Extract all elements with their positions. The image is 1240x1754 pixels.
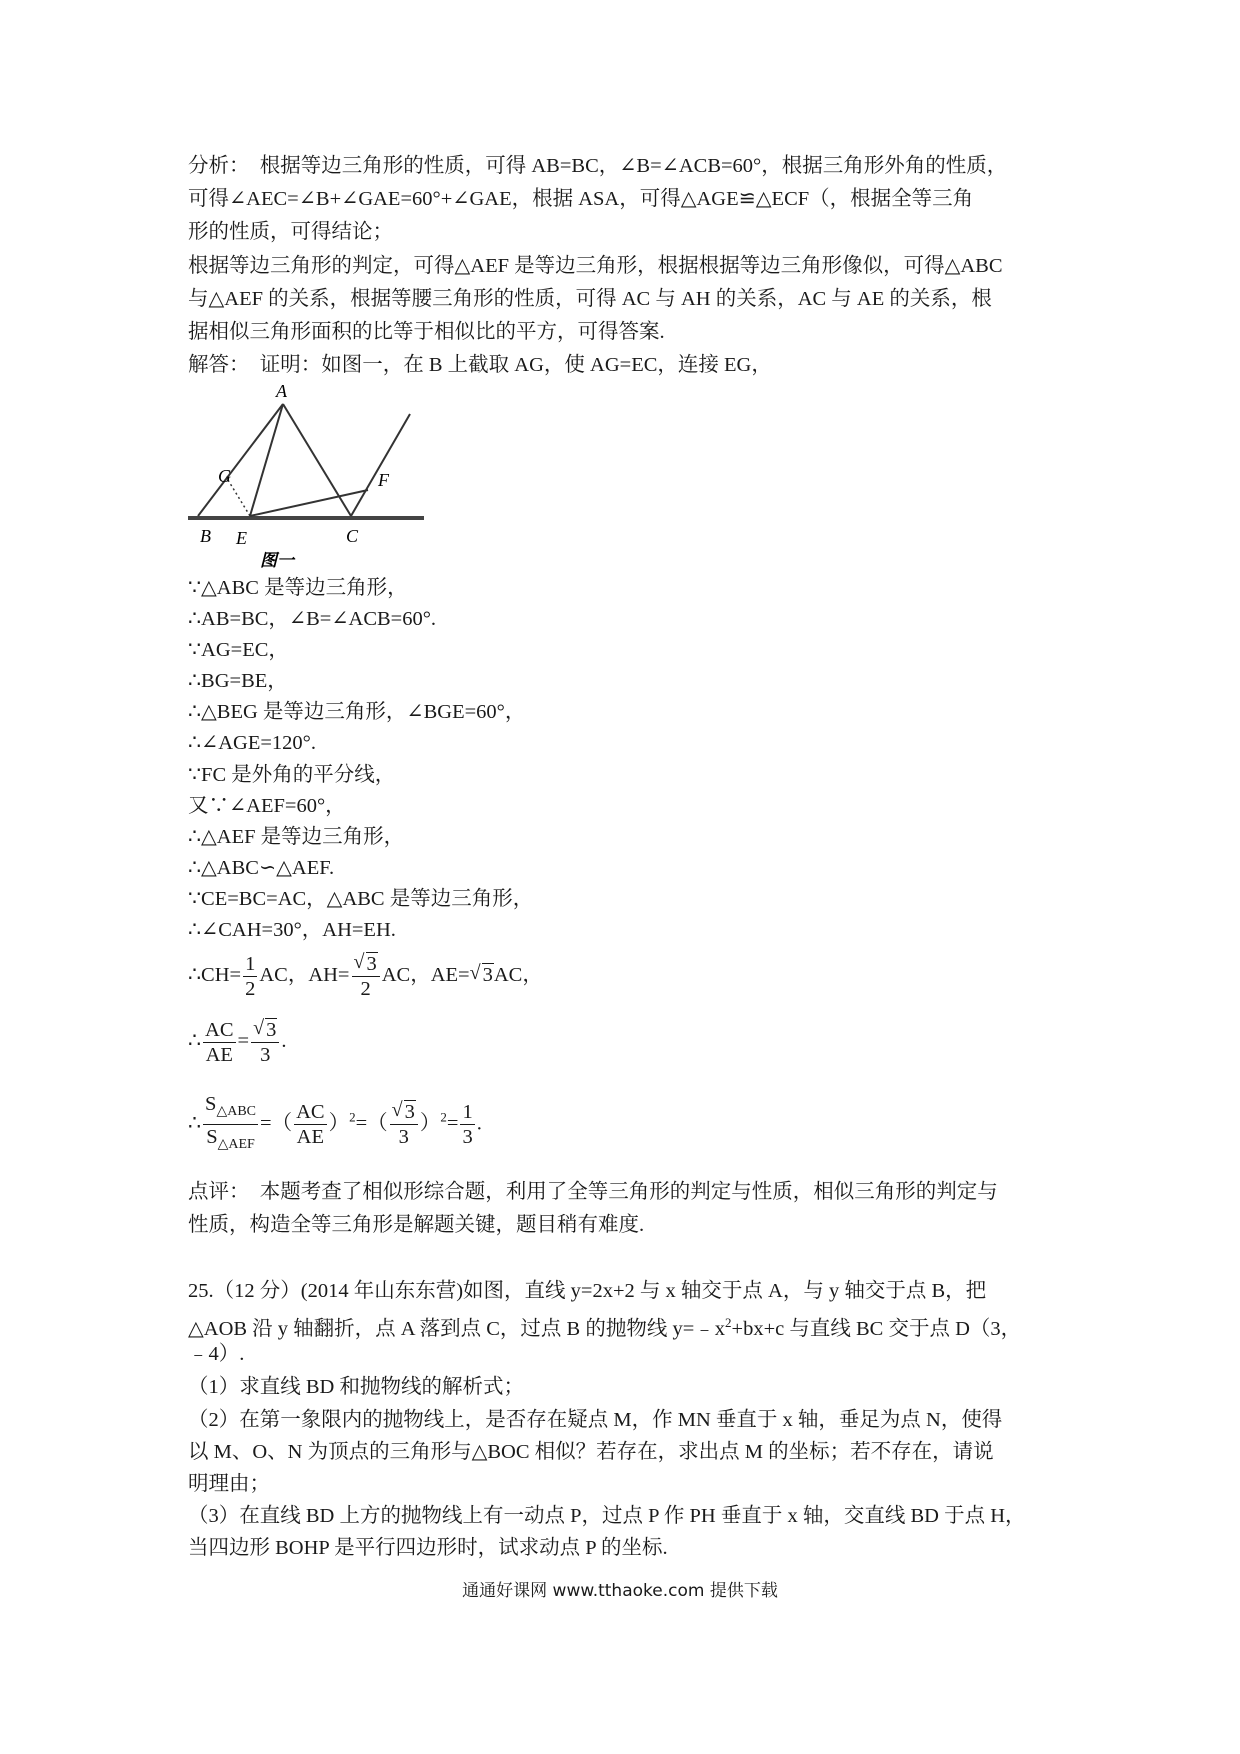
comment-line-2: 性质，构造全等三角形是解题关键，题目稍有难度.	[188, 1214, 645, 1236]
proof-line-5: ∴△BEG 是等边三角形，∠BGE=60°，	[188, 701, 526, 723]
eq3-eq: =（	[260, 1112, 293, 1135]
eq2-prefix: ∴	[188, 1030, 202, 1053]
sqrt-3: √ 3	[470, 964, 494, 987]
fraction-ac-ae: $\frac{AC}{AE}$	[205, 1019, 234, 1066]
fraction-root3-over-3: √ $\frac{3}{3}$	[251, 1018, 279, 1067]
eq1-mid1: AC，AH=	[259, 964, 350, 987]
eq1-end: AC，	[493, 964, 543, 987]
fraction-root3-over-3-b: √ $\frac{3}{3}$	[390, 1100, 418, 1149]
equation-area-ratio	[188, 1092, 482, 1157]
proof-line-9: ∴△AEF 是等边三角形，	[188, 826, 405, 848]
eq2-end: .	[281, 1030, 287, 1053]
proof-line-11: ∵CE=BC=AC，△ABC 是等边三角形，	[188, 888, 534, 910]
label-A: A	[276, 382, 287, 401]
fraction-ac-ae-2: $\frac{AC}{AE}$	[296, 1101, 325, 1149]
analysis-line-3: 形的性质，可得结论；	[188, 221, 393, 243]
problem25-line-3: ﹣4）.	[188, 1343, 245, 1365]
proof-line-1: ∵△ABC 是等边三角形，	[188, 577, 408, 599]
proof-line-4: ∴BG=BE，	[188, 670, 288, 692]
proof-line-12: ∴∠CAH=30°，AH=EH.	[188, 919, 396, 941]
label-E: E	[236, 528, 247, 548]
eq3-eq2: =（	[355, 1112, 388, 1135]
problem25-line-2: △AOB 沿 y 轴翻折，点 A 落到点 C，过点 B 的抛物线 $y=﹣x^2+bx+c$ 与直线 BC 交于点 D（3，	[188, 1315, 1022, 1340]
segment-AE	[250, 404, 283, 516]
analysis-line-5: 与△AEF 的关系，根据等腰三角形的性质，可得 AC 与 AH 的关系，AC 与 AE 的关系，根	[188, 288, 992, 310]
eq1-prefix: ∴CH=	[188, 964, 242, 987]
eq3-square2: 2	[440, 1109, 447, 1125]
fraction-root3-over-2: √ $\frac{3}{2}$	[352, 952, 380, 1001]
label-C: C	[346, 526, 359, 546]
analysis-line-4: 根据等边三角形的判定，可得△AEF 是等边三角形，根据根据等边三角形像似，可得△ABC	[188, 255, 1003, 277]
figure-caption: 图一	[260, 551, 294, 571]
fraction-area-ratio: $\frac{S_{\triangle ABC}}{S_{\triangle AEF}}$	[205, 1093, 257, 1153]
eq2-equals: =	[237, 1030, 250, 1053]
segment-EF	[250, 490, 368, 516]
problem25-question-3b: 当四边形 BOHP 是平行四边形时，试求动点 P 的坐标.	[188, 1537, 668, 1559]
problem25-question-2a: （2）在第一象限内的抛物线上，是否存在疑点 M，作 MN 垂直于 x 轴，垂足为点 N，使得	[188, 1409, 1003, 1431]
proof-line-10: ∴△ABC∽△AEF.	[188, 857, 335, 879]
proof-line-8: 又∵∠AEF=60°，	[188, 795, 346, 817]
segment-AC	[283, 404, 351, 516]
equation-ch-ah-ae	[188, 952, 543, 1001]
page-footer: 通通好课网 www.tthaoke.com 提供下载	[462, 1581, 778, 1601]
problem25-question-2c: 明理由；	[188, 1473, 270, 1495]
geometry-figure	[188, 382, 438, 577]
eq3-close: ）	[328, 1112, 350, 1135]
equation-ac-over-ae	[188, 1018, 286, 1067]
problem25-question-1: （1）求直线 BD 和抛物线的解析式；	[188, 1376, 524, 1398]
analysis-line-2: 可得∠AEC=∠B+∠GAE=60°+∠GAE，根据 ASA，可得△AGE≌△ECF（，根据全等三角	[188, 188, 974, 210]
problem25-question-2b: 以 M、O、N 为顶点的三角形与△BOC 相似？若存在，求出点 M 的坐标；若不存在，请说	[188, 1441, 994, 1463]
problem25-question-3a: （3）在直线 BD 上方的抛物线上有一动点 P，过点 P 作 PH 垂直于 x 轴，交直线 BD 于点 H，	[188, 1505, 1026, 1527]
proof-line-6: ∴∠AGE=120°.	[188, 732, 316, 754]
comment-line-1: 点评： 本题考查了相似形综合题，利用了全等三角形的判定与性质，相似三角形的判定与	[188, 1181, 998, 1203]
eq3-close2: ）	[419, 1112, 441, 1135]
segment-BA	[198, 404, 283, 516]
eq3-prefix: ∴	[188, 1112, 202, 1135]
label-G: G	[218, 466, 231, 486]
eq3-square: 2	[349, 1109, 356, 1125]
fraction-one-half: $\frac{1}{2}$	[245, 953, 256, 1000]
analysis-line-6: 据相似三角形面积的比等于相似比的平方，可得答案.	[188, 321, 665, 343]
label-B: B	[200, 526, 211, 546]
proof-line-2: ∴AB=BC，∠B=∠ACB=60°.	[188, 608, 437, 630]
problem25-line-1: 25.（12 分）(2014 年山东东营)如图，直线 y=2x+2 与 x 轴交于点 A，与 y 轴交于点 B，把	[188, 1280, 987, 1302]
proof-line-7: ∵FC 是外角的平分线，	[188, 764, 396, 786]
fraction-one-third: $\frac{1}{3}$	[462, 1101, 473, 1149]
label-F: F	[378, 470, 389, 490]
segment-GE	[228, 480, 250, 516]
analysis-line-1: 分析： 根据等边三角形的性质，可得 AB=BC，∠B=∠ACB=60°，根据三角形外角的性质，	[188, 155, 1008, 177]
solution-intro: 解答： 证明：如图一，在 B 上截取 AG，使 AG=EC，连接 EG，	[188, 354, 772, 376]
eq1-mid2: AC，AE=	[381, 964, 470, 987]
proof-line-3: ∵AG=EC，	[188, 639, 289, 661]
eq3-eq3: =	[446, 1112, 459, 1135]
figure-triangle-diagram	[188, 382, 438, 572]
segment-CF	[351, 414, 410, 516]
eq3-end: .	[476, 1112, 482, 1135]
